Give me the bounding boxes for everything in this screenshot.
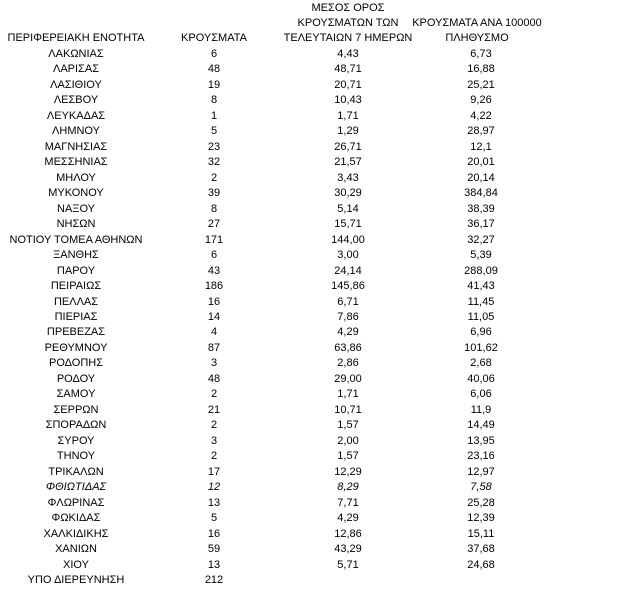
cell-cases: 12: [207, 481, 221, 494]
table-row: [0, 464, 630, 480]
cell-cases: 1: [210, 109, 218, 122]
cell-regional-unit: ΧΑΛΚΙΔΙΚΗΣ: [43, 527, 109, 540]
cell-per-100000: 16,88: [467, 63, 495, 76]
table-row: [0, 170, 630, 186]
cell-per-100000: 23,16: [467, 450, 495, 463]
cell-per-100000: 6,73: [470, 48, 492, 60]
cell-7day-average: 4,29: [337, 326, 359, 339]
table-row: [0, 294, 630, 310]
cell-7day-average: 5,14: [337, 202, 359, 215]
table-row: [0, 479, 630, 495]
cell-cases: 2: [210, 171, 218, 184]
table-row: [0, 77, 630, 93]
table-row: [0, 433, 630, 449]
table-row: [0, 263, 630, 279]
cell-per-100000: 28,97: [467, 125, 495, 138]
cell-regional-unit: ΡΕΘΥΜΝΟΥ: [44, 341, 108, 354]
cell-regional-unit: ΝΗΣΩΝ: [56, 218, 96, 231]
cell-regional-unit: ΛΕΥΚΑΔΑΣ: [46, 109, 106, 122]
cell-7day-average: 5,71: [337, 558, 359, 571]
table-row: [0, 371, 630, 387]
cell-per-100000: 40,06: [467, 372, 495, 385]
cell-cases: 8: [210, 94, 218, 107]
cell-7day-average: 1,57: [337, 419, 359, 432]
cell-per-100000: 25,28: [467, 496, 495, 509]
cell-regional-unit: ΛΑΣΙΘΙΟΥ: [50, 78, 102, 91]
cell-cases: 48: [207, 63, 221, 76]
table-row: [0, 216, 630, 232]
cell-7day-average: 1,29: [337, 125, 359, 138]
cell-regional-unit: ΤΗΝΟΥ: [56, 450, 96, 463]
cell-7day-average: 21,57: [334, 156, 362, 169]
cell-cases: 171: [204, 233, 224, 246]
cell-regional-unit: ΠΡΕΒΕΖΑΣ: [46, 326, 106, 339]
cell-per-100000: 384,84: [464, 187, 498, 200]
cell-regional-unit: ΛΑΚΩΝΙΑΣ: [48, 48, 104, 60]
cell-per-100000: 12,1: [470, 140, 492, 153]
cell-7day-average: 43,29: [334, 543, 362, 556]
cell-7day-average: 7,86: [337, 310, 359, 323]
cell-7day-average: 15,71: [334, 218, 362, 231]
cell-regional-unit: ΡΟΔΟΠΗΣ: [48, 357, 104, 370]
header-line: ΚΡΟΥΣΜΑΤΑ: [181, 32, 247, 44]
cell-regional-unit: ΦΘΙΩΤΙΔΑΣ: [45, 481, 107, 494]
cell-7day-average: 4,43: [337, 48, 359, 60]
table-row: [0, 402, 630, 418]
table-row: [0, 61, 630, 77]
cell-per-100000: 4,22: [470, 109, 492, 122]
cell-regional-unit: ΜΕΣΣΗΝΙΑΣ: [44, 156, 108, 169]
header-cases: [167, 31, 261, 46]
cell-cases: 21: [207, 403, 221, 416]
table-row: [0, 324, 630, 340]
cell-cases: 2: [210, 388, 218, 401]
cell-7day-average: 26,71: [334, 140, 362, 153]
cell-per-100000: 11,9: [470, 403, 492, 416]
cell-per-100000: 11,45: [467, 295, 495, 308]
table-row: [0, 139, 630, 155]
header-cases-per-100000: [407, 16, 547, 46]
cell-per-100000: 41,43: [467, 280, 495, 293]
cell-per-100000: 9,26: [470, 94, 492, 107]
cell-7day-average: 10,43: [334, 94, 362, 107]
cell-cases: 6: [210, 249, 218, 262]
cell-per-100000: 6,96: [470, 326, 492, 339]
cell-per-100000: 11,05: [467, 310, 495, 323]
cell-per-100000: 36,17: [467, 218, 495, 231]
table-row: [0, 123, 630, 139]
table-row: [0, 201, 630, 217]
table-row: [0, 108, 630, 124]
cell-cases: 212: [204, 573, 224, 586]
header-regional-unit: [0, 31, 152, 46]
cell-regional-unit: ΧΙΟΥ: [63, 558, 89, 571]
header-line: ΠΛΗΘΥΣΜΟ: [445, 32, 509, 44]
table-row: [0, 46, 630, 62]
table-row: [0, 309, 630, 325]
cell-regional-unit: ΛΗΜΝΟΥ: [52, 125, 100, 138]
cell-per-100000: 7,58: [470, 481, 492, 494]
table-row: [0, 278, 630, 294]
cell-regional-unit: ΥΠΟ ΔΙΕΡΕΥΝΗΣΗ: [27, 573, 125, 586]
cell-cases: 27: [207, 218, 221, 231]
table-row: [0, 355, 630, 371]
cell-per-100000: 15,11: [467, 527, 495, 540]
cell-regional-unit: ΛΕΣΒΟΥ: [53, 94, 99, 107]
cell-regional-unit: ΜΥΚΟΝΟΥ: [48, 187, 104, 200]
cell-7day-average: 20,71: [334, 78, 362, 91]
cell-regional-unit: ΜΑΓΝΗΣΙΑΣ: [44, 140, 108, 153]
table-row: [0, 541, 630, 557]
cell-regional-unit: ΠΕΙΡΑΙΩΣ: [50, 280, 102, 293]
cell-regional-unit: ΝΟΤΙΟΥ ΤΟΜΕΑ ΑΘΗΝΩΝ: [9, 233, 143, 246]
cell-cases: 3: [210, 357, 218, 370]
cell-per-100000: 20,01: [467, 156, 495, 169]
cell-cases: 48: [207, 372, 221, 385]
cell-per-100000: 288,09: [464, 264, 498, 277]
table-row: [0, 185, 630, 201]
cell-7day-average: 4,29: [337, 512, 359, 525]
cell-cases: 5: [210, 125, 218, 138]
header-line: ΜΕΣΟΣ ΟΡΟΣ: [311, 2, 385, 14]
cell-per-100000: 20,14: [467, 171, 495, 184]
cell-regional-unit: ΣΠΟΡΑΔΩΝ: [45, 419, 107, 432]
cell-regional-unit: ΣΥΡΟΥ: [57, 434, 95, 447]
cell-per-100000: 5,39: [470, 249, 492, 262]
cell-regional-unit: ΣΕΡΡΩΝ: [53, 403, 99, 416]
cell-cases: 8: [210, 202, 218, 215]
cell-per-100000: 6,06: [470, 388, 492, 401]
cell-cases: 16: [207, 295, 221, 308]
cell-cases: 39: [207, 187, 221, 200]
cell-7day-average: 1,71: [337, 388, 359, 401]
cell-7day-average: 8,29: [337, 481, 359, 494]
cell-regional-unit: ΠΙΕΡΙΑΣ: [54, 310, 98, 323]
cell-per-100000: 38,39: [467, 202, 495, 215]
cell-per-100000: 12,39: [467, 512, 495, 525]
table-row: [0, 417, 630, 433]
table-row: [0, 154, 630, 170]
cell-7day-average: 145,86: [331, 280, 365, 293]
cell-7day-average: 30,29: [334, 187, 362, 200]
cell-regional-unit: ΤΡΙΚΑΛΩΝ: [48, 465, 104, 478]
cell-cases: 186: [204, 280, 224, 293]
cell-per-100000: 2,68: [470, 357, 492, 370]
cell-per-100000: 37,68: [467, 543, 495, 556]
cell-cases: 6: [210, 48, 218, 60]
cell-regional-unit: ΡΟΔΟΥ: [56, 372, 96, 385]
cell-7day-average: 2,86: [337, 357, 359, 370]
cell-cases: 13: [207, 496, 221, 509]
cell-per-100000: 13,95: [467, 434, 495, 447]
cell-regional-unit: ΣΑΜΟΥ: [56, 388, 96, 401]
cell-7day-average: 48,71: [334, 63, 362, 76]
cell-regional-unit: ΧΑΝΙΩΝ: [55, 543, 97, 556]
cell-cases: 59: [207, 543, 221, 556]
cell-cases: 19: [207, 78, 221, 91]
header-7day-average: [280, 1, 416, 46]
cell-cases: 87: [207, 341, 221, 354]
cell-regional-unit: ΠΑΡΟΥ: [56, 264, 96, 277]
table-row: [0, 386, 630, 402]
cell-regional-unit: ΜΗΛΟΥ: [56, 171, 96, 184]
table-row: [0, 572, 630, 588]
cell-regional-unit: ΝΑΞΟΥ: [57, 202, 95, 215]
header-line: ΚΡΟΥΣΜΑΤΩΝ ΤΩΝ: [297, 17, 399, 29]
cell-per-100000: 25,21: [467, 78, 495, 91]
cell-7day-average: 12,29: [334, 465, 362, 478]
cell-cases: 16: [207, 527, 221, 540]
cell-cases: 4: [210, 326, 218, 339]
header-line: ΚΡΟΥΣΜΑΤΑ ΑΝΑ 100000: [412, 17, 542, 29]
cell-7day-average: 12,86: [334, 527, 362, 540]
cell-per-100000: 101,62: [464, 341, 498, 354]
cell-7day-average: 3,00: [337, 249, 359, 262]
cell-regional-unit: ΞΑΝΘΗΣ: [53, 249, 99, 262]
cell-per-100000: 24,68: [467, 558, 495, 571]
table-row: [0, 247, 630, 263]
cell-cases: 2: [210, 419, 218, 432]
cell-regional-unit: ΦΩΚΙΔΑΣ: [51, 512, 101, 525]
cell-7day-average: 2,00: [337, 434, 359, 447]
cell-7day-average: 1,57: [337, 450, 359, 463]
cell-cases: 23: [207, 140, 221, 153]
cell-7day-average: 63,86: [334, 341, 362, 354]
table-row: [0, 448, 630, 464]
header-line: ΤΕΛΕΥΤΑΙΩΝ 7 ΗΜΕΡΩΝ: [283, 32, 413, 44]
cell-7day-average: 29,00: [334, 372, 362, 385]
cell-7day-average: 24,14: [334, 264, 362, 277]
cell-regional-unit: ΦΛΩΡΙΝΑΣ: [47, 496, 105, 509]
cell-cases: 17: [207, 465, 221, 478]
table-row: [0, 92, 630, 108]
cell-cases: 2: [210, 450, 218, 463]
table-row: [0, 232, 630, 248]
cell-7day-average: 10,71: [334, 403, 362, 416]
cell-per-100000: 14,49: [467, 419, 495, 432]
header-line: ΠΕΡΙΦΕΡΕΙΑΚΗ ΕΝΟΤΗΤΑ: [7, 32, 145, 44]
cell-cases: 43: [207, 264, 221, 277]
cell-7day-average: 7,71: [337, 496, 359, 509]
cell-7day-average: 6,71: [337, 295, 359, 308]
cell-cases: 32: [207, 156, 221, 169]
cell-cases: 14: [207, 310, 221, 323]
cell-7day-average: 1,71: [337, 109, 359, 122]
cell-cases: 3: [210, 434, 218, 447]
table-row: [0, 557, 630, 573]
table-row: [0, 510, 630, 526]
table-row: [0, 340, 630, 356]
table-row: [0, 526, 630, 542]
cell-regional-unit: ΛΑΡΙΣΑΣ: [52, 63, 99, 76]
cell-7day-average: 3,43: [337, 171, 359, 184]
cell-cases: 13: [207, 558, 221, 571]
cell-per-100000: 12,97: [467, 465, 495, 478]
table-row: [0, 495, 630, 511]
cell-cases: 5: [210, 512, 218, 525]
cell-regional-unit: ΠΕΛΛΑΣ: [53, 295, 99, 308]
cell-per-100000: 32,27: [467, 233, 495, 246]
cell-7day-average: 144,00: [331, 233, 365, 246]
